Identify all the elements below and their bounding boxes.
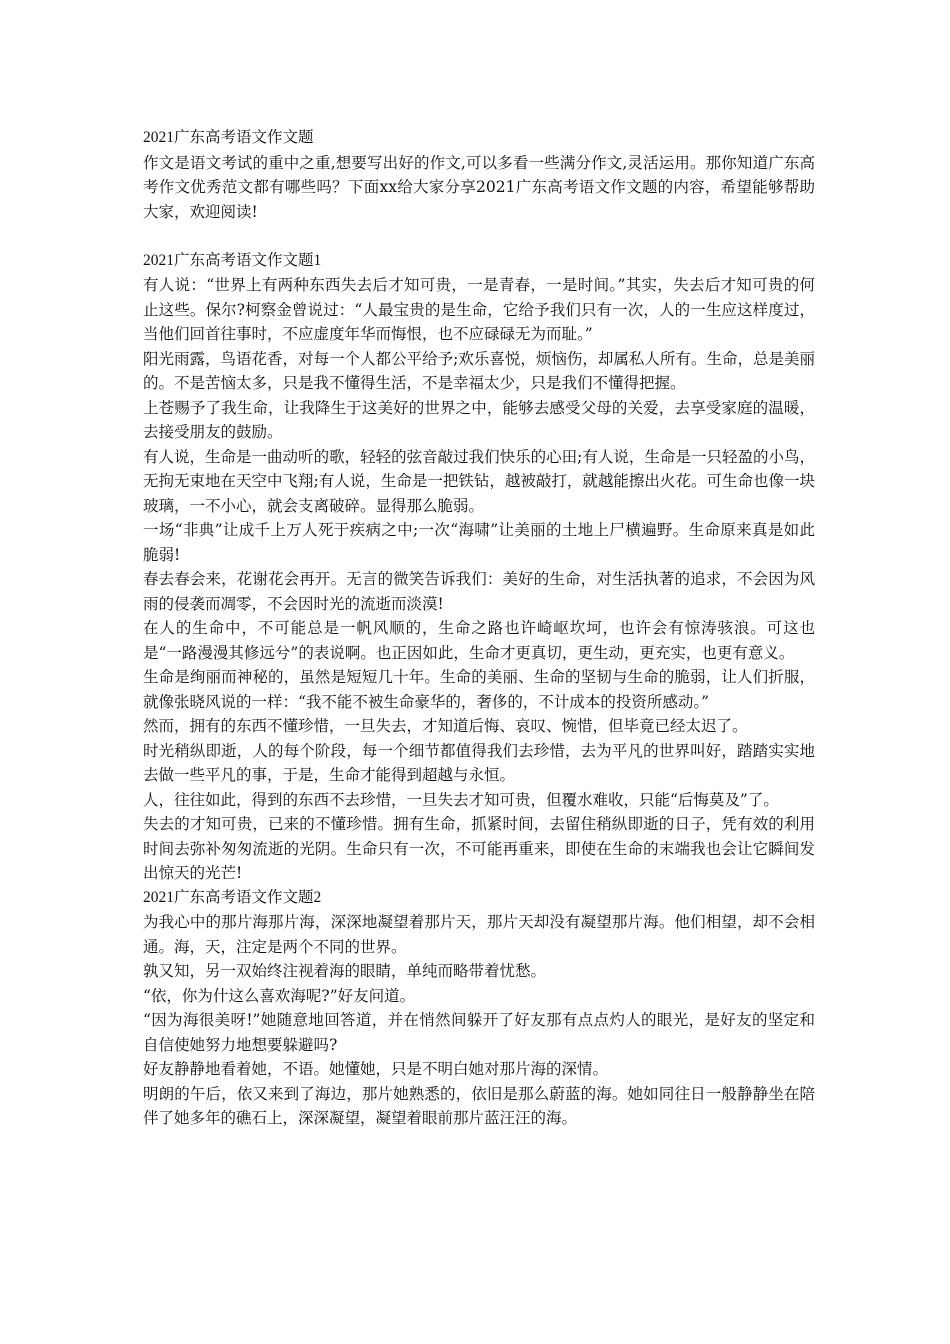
section-1-paragraph: 有人说：“世界上有两种东西失去后才知可贵，一是青春，一是时间。”其实，失去后才知可贵的何止这些。保尔?柯察金曾说过：“人最宝贵的是生命，它给予我们只有一次，人的一生应这样度过，当他们回首往事时，不应虚度年华而悔恨，也不应碌碌无为而耻。” <box>143 276 815 343</box>
section-2-paragraph: “因为海很美呀!”她随意地回答道，并在悄然间躲开了好友那有点点灼人的眼光，是好友的坚定和自信使她努力地想要躲避吗? <box>143 1011 815 1054</box>
section-1-paragraph: 时光稍纵即逝，人的每个阶段，每一个细节都值得我们去珍惜，去为平凡的世界叫好，踏踏实实地去做一些平凡的事，于是，生命才能得到超越与永恒。 <box>143 741 815 784</box>
section-1-paragraph: 在人的生命中，不可能总是一帆风顺的，生命之路也许崎岖坎坷，也许会有惊涛骇浪。可这也是“一路漫漫其修远兮”的表说啊。也正因如此，生命才更真切，更生动，更充实，也更有意义。 <box>143 619 815 662</box>
section-1-paragraph: 人，往往如此，得到的东西不去珍惜，一旦失去才知可贵，但覆水难收，只能“后悔莫及”了。 <box>143 790 779 809</box>
section-2-paragraph: “依，你为什这么喜欢海呢?”好友问道。 <box>143 986 416 1005</box>
intro-paragraph: 作文是语文考试的重中之重,想要写出好的作文,可以多看一些满分作文,灵活运用。那你知道广东高考作文优秀范文都有哪些吗？下面xx给大家分享2021广东高考语文作文题的内容，希望能够帮助大家，欢迎阅读! <box>143 153 815 221</box>
document-title: 2021广东高考语文作文题 <box>143 129 314 146</box>
section-1-paragraph: 有人说，生命是一曲动听的歌，轻轻的弦音敲过我们快乐的心田;有人说，生命是一只轻盈的小鸟，无拘无束地在天空中飞翔;有人说，生命是一把铁钻，越被敲打，就越能擦出火花。可生命也像一块玻璃，一不小心，就会支离破碎。显得那么脆弱。 <box>143 447 815 515</box>
section-2-paragraph: 为我心中的那片海那片海，深深地凝望着那片天，那片天却没有凝望那片海。他们相望，却不会相通。海，天，注定是两个不同的世界。 <box>143 913 815 956</box>
section-1-paragraph: 春去春会来，花谢花会再开。无言的微笑告诉我们：美好的生命，对生活执著的追求，不会因为风雨的侵袭而凋零，不会因时光的流逝而淡漠! <box>143 570 815 613</box>
section-1-heading: 2021广东高考语文作文题1 <box>143 251 322 269</box>
section-2-paragraph: 明朗的午后，依又来到了海边，那片她熟悉的，依旧是那么蔚蓝的海。她如同往日一般静静坐在陪伴了她多年的礁石上，深深凝望，凝望着眼前那片蓝汪汪的海。 <box>143 1084 815 1127</box>
section-1-paragraph: 上苍赐予了我生命，让我降生于这美好的世界之中，能够去感受父母的关爱，去享受家庭的温暖，去接受朋友的鼓励。 <box>143 398 815 441</box>
section-1-paragraph: 生命是绚丽而神秘的，虽然是短短几十年。生命的美丽、生命的坚韧与生命的脆弱，让人们折服，就像张晓风说的一样：“我不能不被生命豪华的，奢侈的，不计成本的投资所感动。” <box>143 668 815 711</box>
section-1-paragraph: 然而，拥有的东西不懂珍惜，一旦失去，才知道后悔、哀叹、惋惜，但毕竟已经太迟了。 <box>143 717 748 735</box>
section-1-paragraph: 失去的才知可贵，已来的不懂珍惜。拥有生命，抓紧时间，去留住稍纵即逝的日子，凭有效的利用时间去弥补匆匆流逝的光阴。生命只有一次，不可能再重来，即使在生命的末端我也会让它瞬间发出惊天的光芒! <box>143 815 815 882</box>
section-2-paragraph: 孰又知，另一双始终注视着海的眼睛，单纯而略带着忧愁。 <box>143 962 547 980</box>
document-page <box>143 126 815 1131</box>
section-2-paragraph: 好友静静地看着她，不语。她懂她，只是不明白她对那片海的深情。 <box>143 1060 609 1078</box>
section-2-heading: 2021广东高考语文作文题2 <box>143 888 322 906</box>
blank-line <box>143 224 815 249</box>
section-1-paragraph: 一场“非典”让成千上万人死于疾病之中;一次“海啸”让美丽的土地上尸横遍野。生命原来真是如此脆弱! <box>143 521 815 564</box>
section-1-paragraph: 阳光雨露，鸟语花香，对每一个人都公平给予;欢乐喜悦，烦恼伤，却属私人所有。生命，总是美丽的。不是苦恼太多，只是我不懂得生活，不是幸福太少，只是我们不懂得把握。 <box>143 349 815 392</box>
